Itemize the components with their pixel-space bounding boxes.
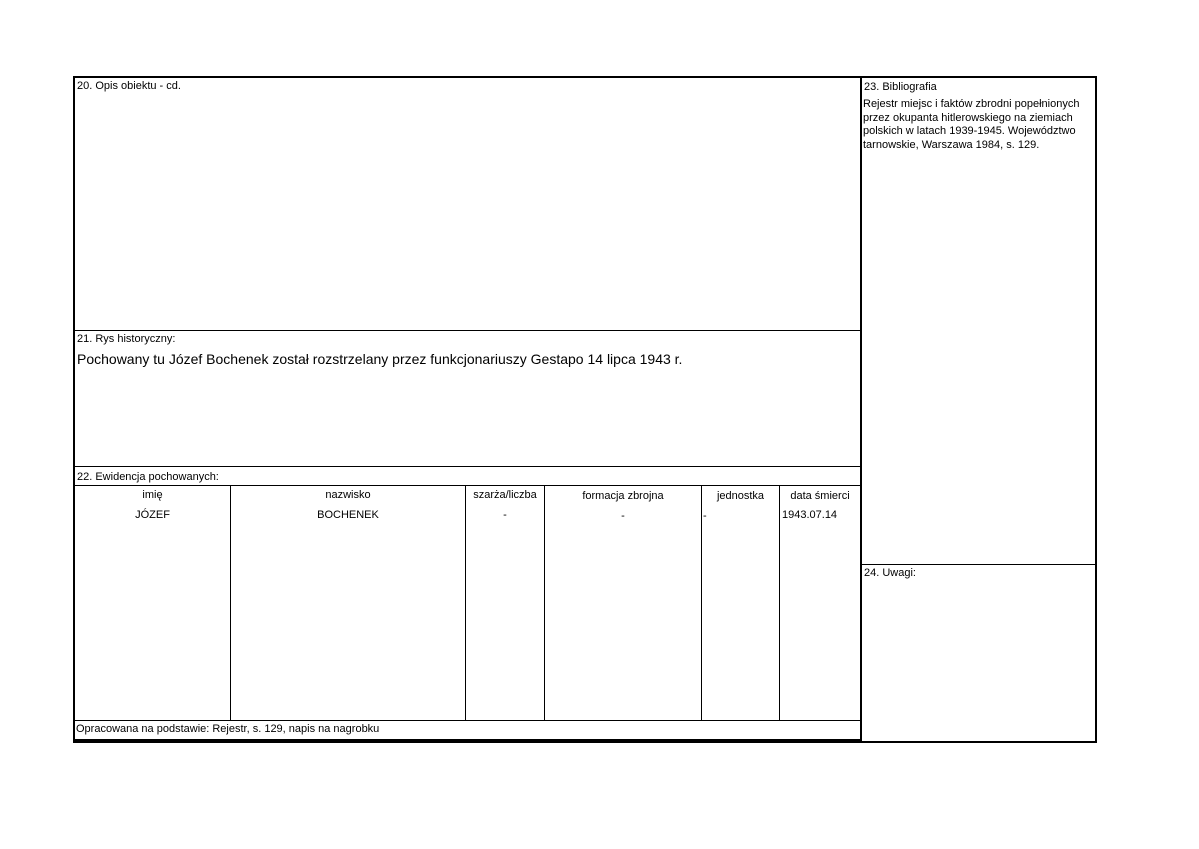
table-cell-nazwisko: BOCHENEK <box>317 509 379 521</box>
bibliografia-text: Rejestr miejsc i faktów zbrodni popełnionych przez okupanta hitlerowskiego na ziemiach polskich w latach 1939-1945. Województwo tarnowskie, Warszawa 1984, s. 129. <box>863 98 1080 151</box>
rys-label: 21. Rys historyczny: <box>77 333 176 345</box>
table-cell-jednostka: - <box>703 510 707 522</box>
col-header-szarza: szarża/liczba <box>473 489 537 501</box>
opis-label: 20. Opis obiektu - cd. <box>77 80 181 92</box>
ewidencja-label: 22. Ewidencja pochowanych: <box>77 471 219 483</box>
divider-footer-bottom <box>74 739 861 741</box>
table-cell-formacja: - <box>621 510 625 522</box>
table-col-divider-4 <box>701 485 702 720</box>
col-header-data: data śmierci <box>790 490 850 502</box>
record-card-frame <box>73 76 1097 743</box>
col-header-nazwisko: nazwisko <box>325 489 371 501</box>
table-footer-note: Opracowana na podstawie: Rejestr, s. 129, napis na nagrobku <box>76 723 380 735</box>
table-cell-data: 1943.07.14 <box>782 509 838 521</box>
table-cell-szarza: - <box>503 509 507 521</box>
table-cell-imie: JÓZEF <box>135 509 170 521</box>
table-col-divider-5 <box>779 485 780 720</box>
main-column-divider <box>860 77 862 742</box>
col-header-formacja: formacja zbrojna <box>582 490 664 502</box>
rys-text: Pochowany tu Józef Bochenek został rozstrzelany przez funkcjonariuszy Gestapo 14 lipca 1943 r. <box>77 351 683 367</box>
divider-ewidencja-label <box>74 485 861 486</box>
uwagi-label: 24. Uwagi: <box>864 567 916 579</box>
col-header-imie: imię <box>142 489 163 501</box>
divider-rys-ewidencja <box>74 466 861 467</box>
divider-bibliografia-uwagi <box>861 564 1096 565</box>
col-header-jednostka: jednostka <box>716 490 765 502</box>
divider-table-footer <box>74 720 861 721</box>
bibliografia-label: 23. Bibliografia <box>864 81 937 93</box>
divider-opis-rys <box>74 330 861 331</box>
